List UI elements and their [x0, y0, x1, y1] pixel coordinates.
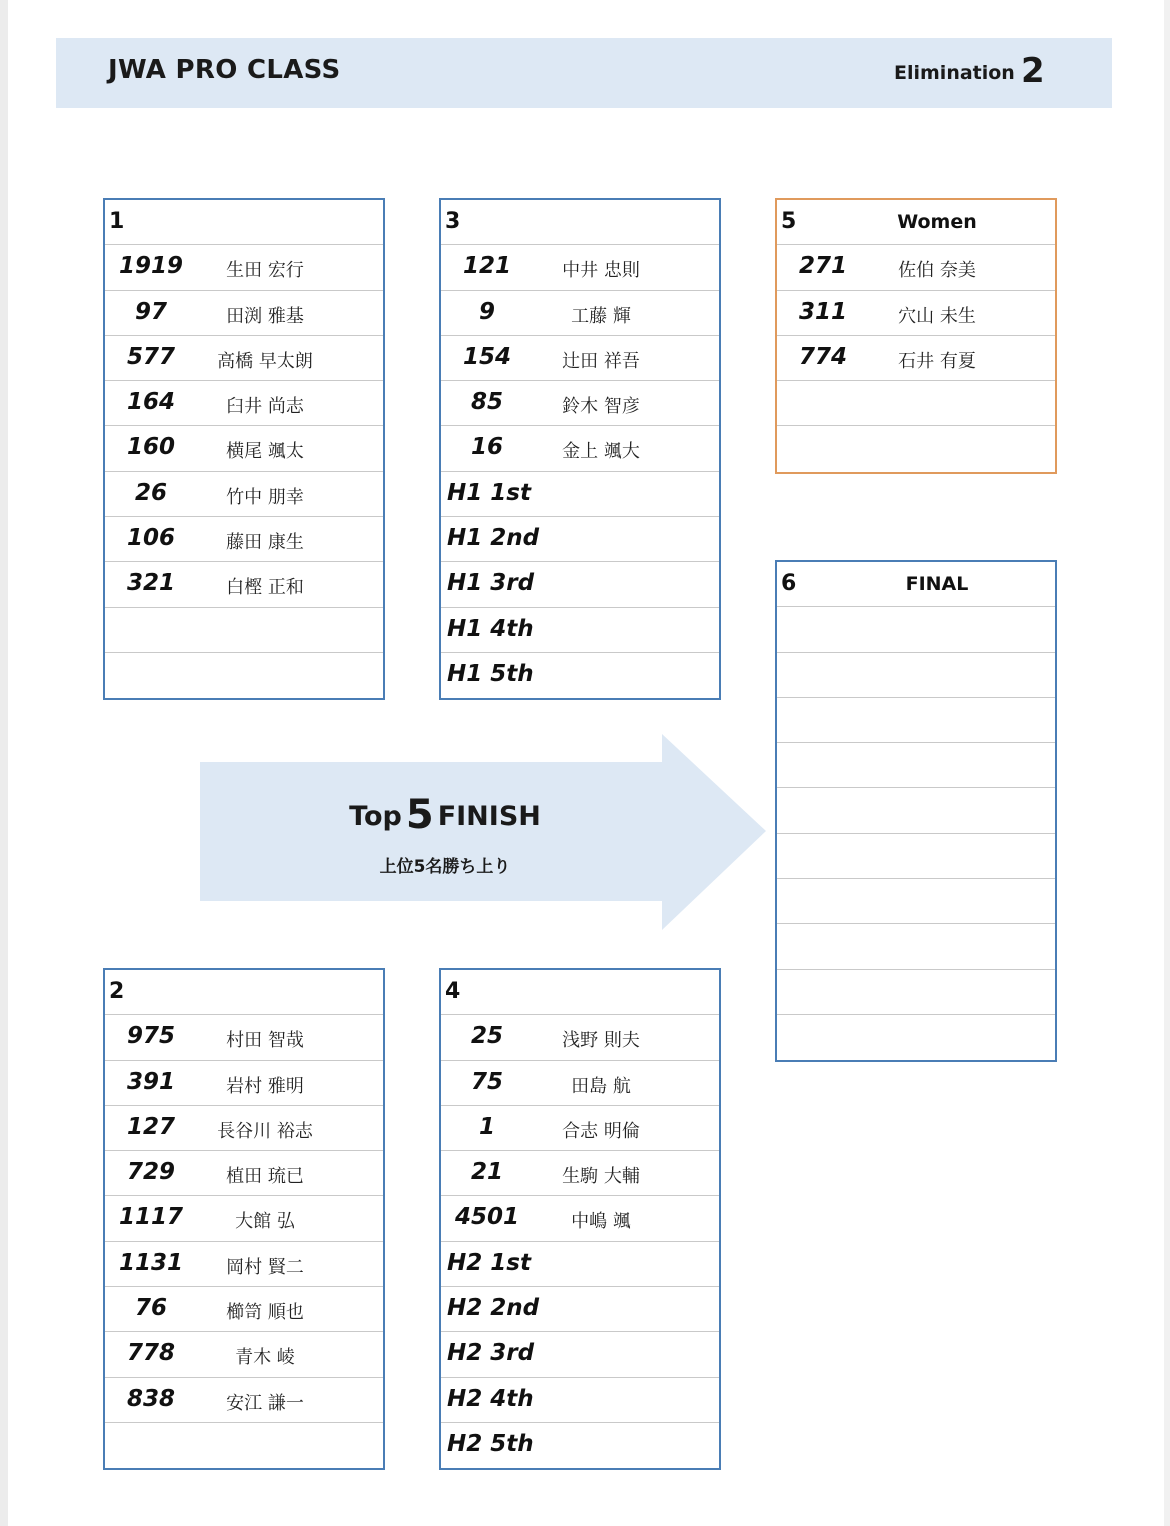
- rider-name: 臼井 尚志: [226, 396, 304, 418]
- rider-name: 竹中 朋幸: [226, 486, 304, 508]
- table-row: [105, 1378, 383, 1423]
- table-row: [441, 426, 719, 471]
- rider-number: 1919: [118, 253, 183, 280]
- rider-number: 838: [126, 1385, 175, 1412]
- rider-number: 21: [470, 1159, 503, 1186]
- advance-title-suffix: FINISH: [437, 801, 541, 832]
- slot-label: H2 2nd: [447, 1295, 540, 1322]
- table-row: [105, 1332, 383, 1377]
- table-row: [105, 1061, 383, 1106]
- heat-header: [105, 200, 383, 245]
- slot-label: H2 5th: [447, 1430, 534, 1457]
- table-row: [105, 426, 383, 471]
- slot-label: H1 3rd: [447, 570, 535, 597]
- rider-name: 生田 宏行: [226, 260, 304, 282]
- rider-number: 121: [462, 253, 511, 280]
- table-row: [105, 1287, 383, 1332]
- heat-number: 4: [445, 979, 461, 1004]
- rider-number: 106: [126, 525, 175, 552]
- slot-label: H1 1st: [447, 479, 531, 506]
- rider-number: 975: [126, 1023, 175, 1050]
- table-row: [105, 1015, 383, 1060]
- rider-number: 271: [798, 253, 847, 280]
- heat-number: 5: [781, 209, 797, 234]
- advance-subtitle: 上位5名勝ち上り: [379, 857, 511, 877]
- rider-number: 9: [478, 298, 495, 325]
- table-row: [441, 1106, 719, 1151]
- table-row: [777, 291, 1055, 336]
- rider-number: 127: [126, 1113, 175, 1140]
- qualifier-slot: [441, 562, 719, 607]
- rider-number: 774: [798, 343, 847, 370]
- heat-number: 3: [445, 209, 461, 234]
- table-row: [105, 517, 383, 562]
- table-row: [105, 1151, 383, 1196]
- rider-number: 321: [126, 570, 175, 597]
- qualifier-slot: [441, 1287, 719, 1332]
- table-row: [105, 336, 383, 381]
- rider-name: 横尾 颯太: [226, 441, 304, 463]
- table-row: [441, 1061, 719, 1106]
- rider-number: 311: [798, 298, 847, 325]
- rider-name: 安江 謙一: [226, 1392, 304, 1414]
- table-row: [105, 245, 383, 290]
- table-row: [105, 472, 383, 517]
- rider-name: 中井 忠則: [562, 260, 640, 282]
- empty-row: [105, 653, 383, 698]
- heat-5-table: [775, 198, 1057, 474]
- rider-number: 16: [470, 434, 503, 461]
- qualifier-slot: [441, 1423, 719, 1468]
- rider-number: 75: [470, 1068, 503, 1095]
- rider-number: 391: [126, 1068, 175, 1095]
- qualifier-slot: [441, 1378, 719, 1423]
- empty-row: [777, 381, 1055, 426]
- qualifier-slot: [441, 517, 719, 562]
- rider-number: 778: [126, 1340, 175, 1367]
- page-edge: [1164, 0, 1170, 1526]
- rider-name: 青木 崚: [235, 1347, 295, 1369]
- table-row: [105, 381, 383, 426]
- rider-number: 85: [470, 389, 503, 416]
- rider-number: 160: [126, 434, 175, 461]
- slot-label: H2 1st: [447, 1249, 531, 1276]
- rider-number: 1131: [118, 1249, 183, 1276]
- heat-number: 6: [781, 571, 797, 596]
- table-row: [105, 1242, 383, 1287]
- heat-number: 2: [109, 979, 125, 1004]
- rider-name: 藤田 康生: [226, 532, 304, 554]
- rider-name: 合志 明倫: [562, 1120, 640, 1142]
- advance-title: [300, 792, 590, 838]
- table-row: [105, 291, 383, 336]
- rider-number: 1117: [118, 1204, 183, 1231]
- empty-row: [105, 608, 383, 653]
- empty-row: [777, 1015, 1055, 1060]
- empty-row: [777, 653, 1055, 698]
- rider-name: 長谷川 裕志: [217, 1120, 313, 1142]
- table-row: [441, 245, 719, 290]
- qualifier-slot: [441, 1242, 719, 1287]
- elimination-label: Elimination: [894, 62, 1015, 84]
- rider-name: 辻田 祥吾: [562, 350, 640, 372]
- heat-header: [441, 200, 719, 245]
- rider-name: 岡村 賢二: [226, 1256, 304, 1278]
- heat-label: Women: [897, 211, 977, 233]
- heat-header: [441, 970, 719, 1015]
- table-row: [105, 562, 383, 607]
- heat-6-final-table: [775, 560, 1057, 1062]
- rider-name: 村田 智哉: [226, 1030, 304, 1052]
- qualifier-slot: [441, 608, 719, 653]
- rider-number: 76: [134, 1295, 167, 1322]
- rider-name: 工藤 輝: [571, 305, 631, 327]
- rider-name: 浅野 則夫: [562, 1030, 640, 1052]
- empty-row: [777, 426, 1055, 471]
- elimination-number: 2: [1021, 51, 1045, 91]
- rider-number: 154: [462, 343, 511, 370]
- heat-3-table: [439, 198, 721, 700]
- rider-name: 植田 琉已: [226, 1166, 304, 1188]
- rider-name: 穴山 未生: [898, 305, 976, 327]
- slot-label: H2 4th: [447, 1385, 534, 1412]
- rider-name: 岩村 雅明: [226, 1075, 304, 1097]
- rider-number: 729: [126, 1159, 175, 1186]
- heat-label: FINAL: [905, 573, 969, 595]
- rider-name: 大館 弘: [235, 1211, 295, 1233]
- empty-row: [777, 970, 1055, 1015]
- table-row: [105, 1106, 383, 1151]
- qualifier-slot: [441, 472, 719, 517]
- advance-title-number: 5: [405, 792, 434, 838]
- table-row: [441, 1015, 719, 1060]
- table-row: [441, 336, 719, 381]
- header-band: [56, 38, 1112, 108]
- table-row: [441, 291, 719, 336]
- rider-number: 164: [126, 389, 175, 416]
- empty-row: [777, 924, 1055, 969]
- heat-header: [777, 562, 1055, 607]
- rider-name: 金上 颯大: [562, 441, 640, 463]
- empty-row: [777, 834, 1055, 879]
- rider-name: 高橋 早太朗: [217, 350, 313, 372]
- qualifier-slot: [441, 653, 719, 698]
- rider-name: 田島 航: [571, 1075, 631, 1097]
- empty-row: [777, 698, 1055, 743]
- rider-name: 櫛笥 順也: [226, 1302, 304, 1324]
- rider-number: 97: [134, 298, 167, 325]
- rider-number: 4501: [454, 1204, 519, 1231]
- empty-row: [777, 788, 1055, 833]
- page-edge: [0, 0, 8, 1526]
- slot-label: H1 2nd: [447, 525, 540, 552]
- table-row: [441, 1196, 719, 1241]
- table-row: [105, 1196, 383, 1241]
- rider-number: 1: [478, 1113, 495, 1140]
- page-title: JWA PRO CLASS: [108, 55, 341, 85]
- empty-row: [777, 607, 1055, 652]
- table-row: [441, 1151, 719, 1196]
- heat-header: [777, 200, 1055, 245]
- advance-title-prefix: Top: [349, 801, 402, 832]
- heat-4-table: [439, 968, 721, 1470]
- heat-2-table: [103, 968, 385, 1470]
- empty-row: [777, 743, 1055, 788]
- table-row: [777, 336, 1055, 381]
- slot-label: H1 5th: [447, 660, 534, 687]
- rider-number: 25: [470, 1023, 503, 1050]
- heat-number: 1: [109, 209, 125, 234]
- rider-name: 生駒 大輔: [562, 1166, 640, 1188]
- rider-name: 田渕 雅基: [226, 305, 304, 327]
- heat-1-table: [103, 198, 385, 700]
- heat-header: [105, 970, 383, 1015]
- empty-row: [105, 1423, 383, 1468]
- rider-name: 石井 有夏: [898, 350, 976, 372]
- rider-number: 26: [134, 479, 167, 506]
- table-row: [777, 245, 1055, 290]
- rider-number: 577: [126, 343, 175, 370]
- table-row: [441, 381, 719, 426]
- qualifier-slot: [441, 1332, 719, 1377]
- slot-label: H2 3rd: [447, 1340, 535, 1367]
- rider-name: 中嶋 颯: [571, 1211, 631, 1233]
- rider-name: 鈴木 智彦: [562, 396, 640, 418]
- empty-row: [777, 879, 1055, 924]
- slot-label: H1 4th: [447, 615, 534, 642]
- rider-name: 白樫 正和: [226, 577, 304, 599]
- rider-name: 佐伯 奈美: [898, 260, 976, 282]
